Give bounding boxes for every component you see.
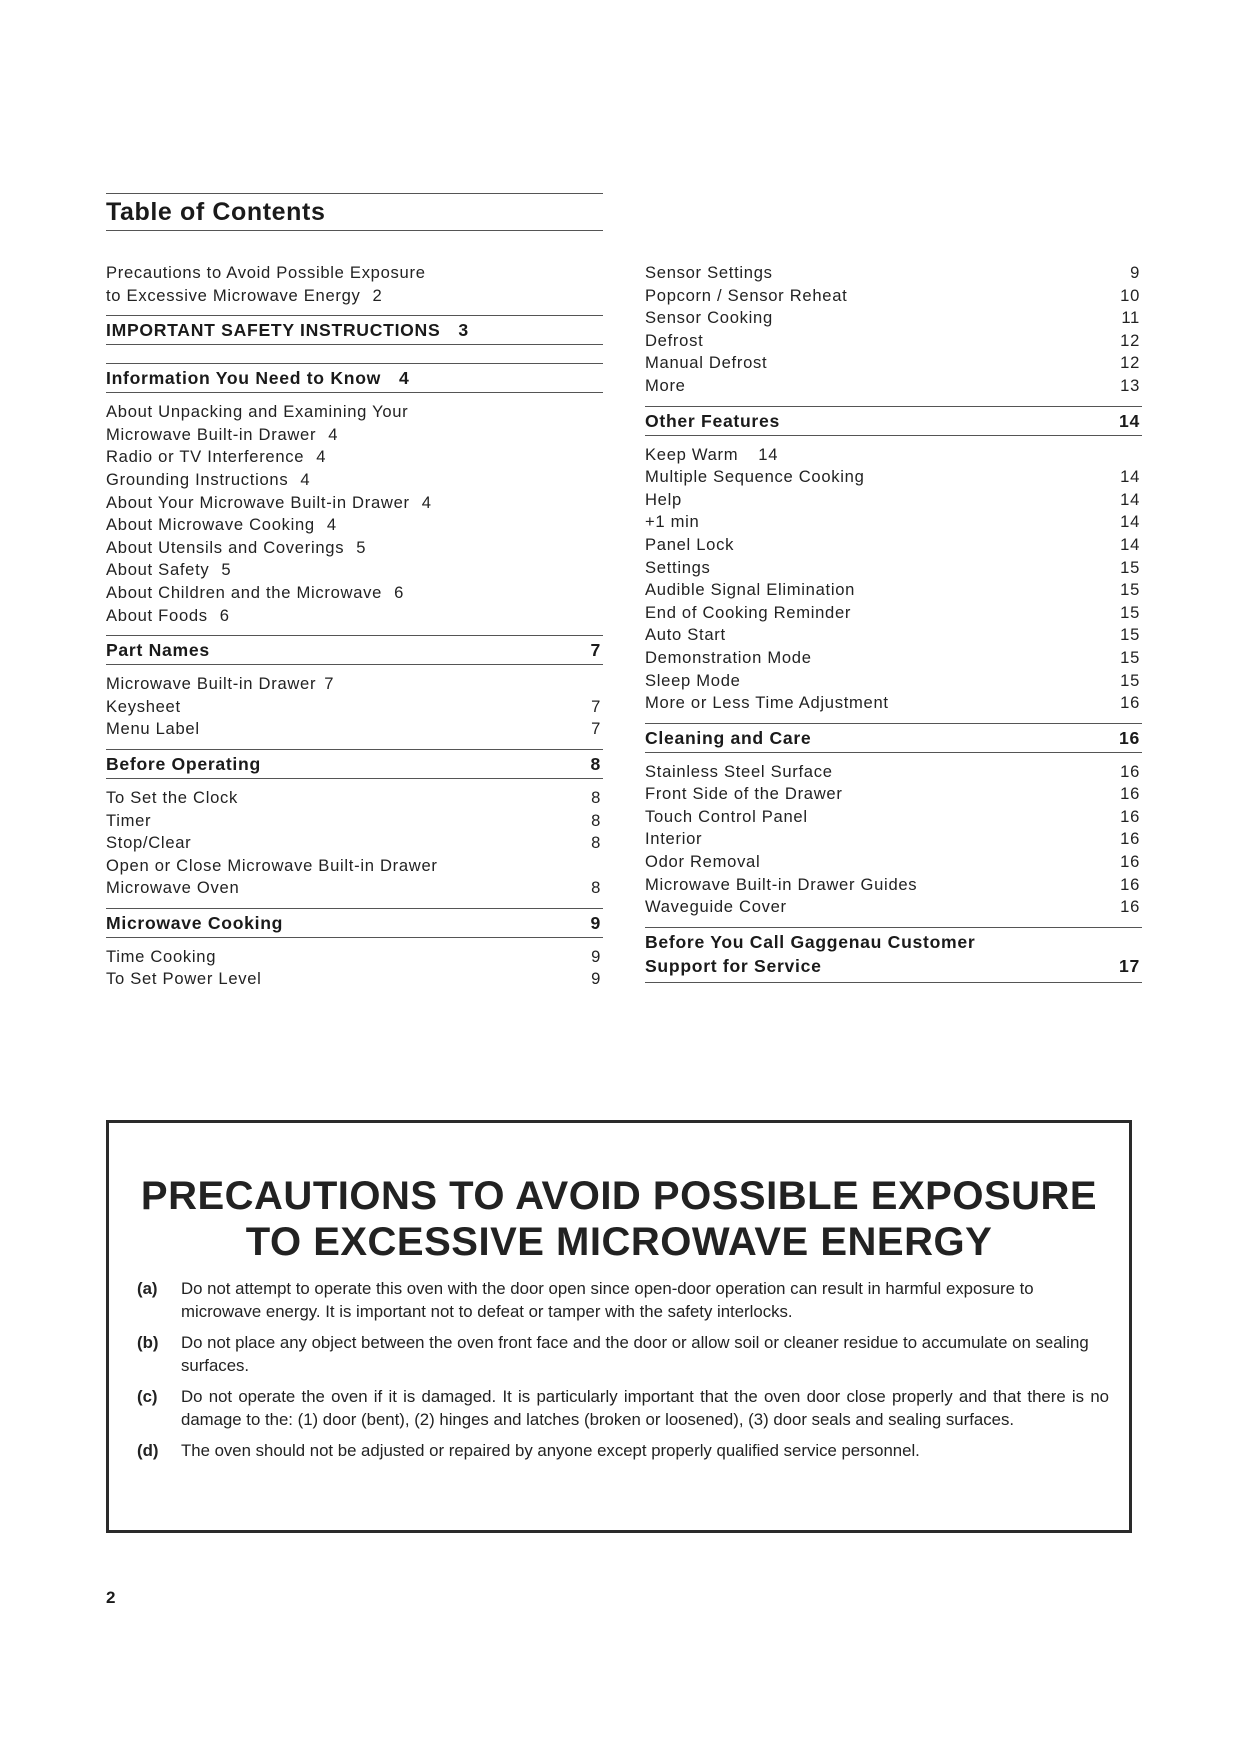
toc-page-number: 9 — [591, 946, 601, 966]
toc-entry[interactable] — [645, 307, 1142, 330]
precaution-item — [137, 1277, 1109, 1323]
toc-entry[interactable] — [645, 896, 1142, 919]
toc-entry[interactable] — [645, 262, 1142, 285]
toc-entry[interactable] — [106, 492, 603, 515]
toc-entry[interactable] — [645, 466, 1142, 489]
toc-section-label: Before Operating — [106, 753, 261, 774]
toc-section-label: Part Names — [106, 640, 210, 661]
toc-entry-label: About Foods — [106, 605, 208, 625]
toc-page-number: 2 — [372, 285, 383, 305]
toc-page-number: 15 — [1120, 625, 1140, 645]
toc-section-label: Support for Service — [645, 955, 822, 976]
toc-entry[interactable] — [645, 534, 1142, 557]
toc-entry[interactable] — [645, 375, 1142, 398]
precautions-heading — [109, 1173, 1129, 1265]
toc-left-column — [106, 262, 603, 991]
toc-entry-label: End of Cooking Reminder — [645, 602, 852, 622]
toc-entry-label: Stainless Steel Surface — [645, 761, 833, 781]
toc-entry[interactable] — [106, 582, 603, 605]
toc-entry-label: Waveguide Cover — [645, 897, 787, 917]
toc-page-number: 7 — [590, 640, 601, 661]
toc-page-number: 4 — [316, 447, 327, 467]
toc-entry[interactable] — [645, 874, 1142, 897]
toc-page-number: 12 — [1120, 330, 1140, 350]
toc-entry-label: Interior — [645, 829, 703, 849]
toc-entry-label: Multiple Sequence Cooking — [645, 467, 865, 487]
toc-page-number: 4 — [421, 492, 432, 512]
toc-page-number: 5 — [221, 560, 232, 580]
toc-entry-label: About Microwave Cooking — [106, 515, 315, 535]
toc-entry-label: About Unpacking and Examining Your — [106, 402, 409, 422]
toc-entry-label: Precautions to Avoid Possible Exposure — [106, 263, 426, 282]
page-title: Table of Contents — [106, 198, 326, 226]
toc-page-number: 16 — [1120, 693, 1140, 713]
precaution-text: The oven should not be adjusted or repaired by anyone except properly qualified service personnel. — [181, 1441, 920, 1460]
precautions-box — [106, 1120, 1132, 1533]
toc-section-part-names[interactable] — [106, 635, 603, 665]
toc-entry[interactable] — [645, 489, 1142, 512]
toc-page-number: 16 — [1120, 784, 1140, 804]
toc-entry[interactable] — [645, 806, 1142, 829]
toc-entry[interactable] — [645, 828, 1142, 851]
toc-entry-label: Popcorn / Sensor Reheat — [645, 285, 848, 305]
toc-entry[interactable] — [645, 579, 1142, 602]
toc-page-number: 8 — [591, 810, 601, 830]
toc-page-number: 3 — [458, 320, 469, 341]
toc-entry[interactable] — [645, 761, 1142, 784]
toc-entry[interactable] — [106, 285, 603, 308]
toc-entry[interactable] — [106, 605, 603, 628]
toc-page-number: 15 — [1120, 602, 1140, 622]
toc-entry[interactable] — [106, 810, 603, 833]
toc-page-number: 14 — [1120, 512, 1140, 532]
toc-entry-label: More or Less Time Adjustment — [645, 693, 889, 713]
toc-page-number: 9 — [1130, 263, 1140, 282]
toc-page-number: 6 — [394, 582, 404, 602]
toc-entry-label: About Children and the Microwave — [106, 582, 383, 602]
toc-entry-label: Microwave Built-in Drawer — [106, 674, 317, 694]
precaution-marker: (b) — [137, 1333, 159, 1352]
toc-entry-label: Grounding Instructions — [106, 469, 289, 489]
toc-entry-label: Stop/Clear — [106, 833, 192, 853]
toc-entry[interactable] — [645, 624, 1142, 647]
toc-entry-label: About Safety — [106, 560, 210, 580]
toc-section-label: Other Features — [645, 410, 780, 431]
toc-entry-label: Manual Defrost — [645, 353, 768, 373]
precaution-marker: (a) — [137, 1279, 158, 1298]
toc-page-number: 7 — [324, 674, 335, 694]
toc-page-number: 8 — [591, 787, 601, 807]
toc-page-number: 16 — [1120, 806, 1140, 826]
toc-section-label: Information You Need to Know — [106, 368, 382, 389]
toc-page-number: 15 — [1120, 580, 1140, 600]
toc-section-label: Microwave Cooking — [106, 912, 284, 933]
toc-entry[interactable] — [106, 673, 603, 696]
toc-section-info[interactable] — [106, 363, 603, 393]
toc-page-number: 7 — [591, 696, 601, 716]
toc-entry-label: Sleep Mode — [645, 670, 741, 690]
toc-section-label: Cleaning and Care — [645, 727, 812, 748]
toc-entry-label: About Utensils and Coverings — [106, 537, 345, 557]
precaution-item — [137, 1385, 1109, 1431]
toc-section-label: IMPORTANT SAFETY INSTRUCTIONS — [106, 320, 441, 341]
toc-entry[interactable] — [106, 855, 603, 878]
toc-entry-label: Microwave Built-in Drawer Guides — [645, 874, 918, 894]
toc-page-number: 15 — [1120, 670, 1140, 690]
page-number: 2 — [106, 1588, 116, 1607]
toc-section-microwave-cooking[interactable] — [106, 908, 603, 938]
toc-page-number: 14 — [1120, 467, 1140, 487]
toc-entry-label: Sensor Settings — [645, 263, 773, 282]
toc-section-before-operating[interactable] — [106, 749, 603, 779]
toc-entry[interactable] — [645, 647, 1142, 670]
toc-page-number: 6 — [219, 605, 230, 625]
toc-page-number: 17 — [1119, 955, 1140, 976]
toc-page-number: 14 — [1120, 534, 1140, 554]
toc-entry-label: About Your Microwave Built-in Drawer — [106, 492, 410, 512]
toc-page-number: 16 — [1120, 761, 1140, 781]
toc-entry[interactable] — [645, 783, 1142, 806]
toc-section-cleaning[interactable] — [645, 723, 1142, 753]
toc-entry-label: Keysheet — [106, 696, 181, 716]
toc-page-number: 15 — [1120, 647, 1140, 667]
toc-entry-label: Microwave Oven — [106, 878, 240, 898]
toc-entry[interactable] — [645, 352, 1142, 375]
toc-entry[interactable] — [106, 968, 603, 991]
toc-page-number: 7 — [591, 719, 601, 739]
toc-entry[interactable] — [106, 469, 603, 492]
toc-entry[interactable] — [106, 787, 603, 810]
toc-page-number: 13 — [1120, 375, 1140, 395]
toc-entry-label: Auto Start — [645, 625, 726, 645]
precaution-marker: (d) — [137, 1441, 159, 1460]
toc-page-number: 4 — [399, 368, 410, 389]
precaution-marker: (c) — [137, 1387, 158, 1406]
toc-entry-label: Front Side of the Drawer — [645, 784, 843, 804]
precaution-text: Do not place any object between the oven front face and the door or allow soil or cleaner residue to accumulate on sealing surfaces. — [181, 1333, 1089, 1375]
toc-entry[interactable] — [106, 401, 603, 424]
precaution-text: Do not operate the oven if it is damaged. It is particularly important that the oven door close properly and that there is no damage to the: (1) door (bent), (2) hinges and latches (broken or loosened), (3) door seals and sealing surfaces. — [181, 1387, 1109, 1429]
toc-entry-label: To Set the Clock — [106, 787, 239, 807]
toc-entry[interactable] — [645, 330, 1142, 353]
toc-entry[interactable] — [645, 602, 1142, 625]
toc-page-number: 16 — [1120, 874, 1140, 894]
toc-page-number: 15 — [1120, 557, 1140, 577]
toc-entry-label: More — [645, 375, 686, 395]
toc-entry-label: Defrost — [645, 330, 704, 350]
toc-page-number: 14 — [758, 444, 779, 464]
toc-entry[interactable] — [106, 946, 603, 969]
toc-right-column — [645, 262, 1142, 991]
toc-entry[interactable] — [645, 285, 1142, 308]
toc-page-number: 12 — [1120, 353, 1140, 373]
toc-page-number: 8 — [591, 833, 601, 853]
toc-entry[interactable] — [645, 511, 1142, 534]
toc-page-number: 4 — [300, 469, 311, 489]
precautions-list — [137, 1277, 1109, 1470]
toc-page-number: 16 — [1120, 852, 1140, 872]
toc-page-number: 16 — [1120, 897, 1140, 917]
toc-page-number: 4 — [326, 515, 337, 535]
toc-page-number: 16 — [1120, 829, 1140, 849]
toc-entry[interactable] — [645, 557, 1142, 580]
toc-entry[interactable] — [106, 718, 603, 741]
toc-entry[interactable] — [106, 877, 603, 900]
toc-entry-label: To Set Power Level — [106, 969, 262, 989]
toc-section-other-features[interactable] — [645, 406, 1142, 436]
toc-entry-label: Touch Control Panel — [645, 806, 808, 826]
toc-page-number: 9 — [591, 969, 601, 989]
toc-page-number: 8 — [590, 753, 601, 774]
toc-entry-label: Open or Close Microwave Built-in Drawer — [106, 855, 438, 875]
toc-entry-label: Odor Removal — [645, 852, 761, 872]
toc-entry-label: to Excessive Microwave Energy — [106, 285, 361, 305]
toc-page-number: 4 — [328, 424, 339, 444]
toc-entry-label: Keep Warm — [645, 444, 739, 464]
toc-page-number: 9 — [590, 912, 601, 933]
toc-section-label: Before You Call Gaggenau Customer — [645, 931, 976, 952]
toc-page-number: 16 — [1119, 727, 1140, 748]
precaution-item — [137, 1439, 1109, 1462]
toc-entry-label: Settings — [645, 557, 711, 577]
precaution-text: Do not attempt to operate this oven with the door open since open-door operation can result in harmful exposure to microwave energy. It is important not to defeat or tamper with the safety interlocks. — [181, 1279, 1034, 1321]
toc-page-number: 5 — [356, 537, 367, 557]
precautions-heading-line: PRECAUTIONS TO AVOID POSSIBLE EXPOSURE — [140, 1174, 1098, 1218]
toc-page-number: 11 — [1121, 308, 1140, 328]
toc-entry-label: Audible Signal Elimination — [645, 580, 856, 600]
toc-entry-label: Time Cooking — [106, 946, 217, 966]
toc-entry[interactable] — [645, 670, 1142, 693]
toc-entry[interactable] — [106, 424, 603, 447]
toc-entry-label: +1 min — [645, 512, 700, 532]
toc-entry-label: Demonstration Mode — [645, 647, 812, 667]
toc-entry[interactable] — [106, 696, 603, 719]
toc-page-number: 14 — [1120, 489, 1140, 509]
toc-section-before-you-call[interactable] — [645, 927, 1142, 983]
toc-entry[interactable] — [106, 262, 603, 285]
toc-entry-label: Help — [645, 489, 682, 509]
toc-page-number: 14 — [1119, 410, 1140, 431]
toc-entry-label: Radio or TV Interference — [106, 447, 305, 467]
toc-entry[interactable] — [645, 444, 1142, 467]
toc-entry[interactable] — [645, 851, 1142, 874]
toc-entry[interactable] — [106, 559, 603, 582]
toc-entry[interactable] — [645, 692, 1142, 715]
toc-entry[interactable] — [106, 514, 603, 537]
toc-entry[interactable] — [106, 446, 603, 469]
toc-entry-label: Panel Lock — [645, 534, 735, 554]
toc-entry[interactable] — [106, 832, 603, 855]
toc-entry-label: Sensor Cooking — [645, 308, 773, 328]
toc-entry[interactable] — [106, 537, 603, 560]
toc-section-important[interactable] — [106, 315, 603, 345]
toc-entry-label: Microwave Built-in Drawer — [106, 424, 317, 444]
toc-entry-label: Menu Label — [106, 719, 200, 739]
precautions-heading-line: TO EXCESSIVE MICROWAVE ENERGY — [245, 1220, 993, 1264]
precaution-item — [137, 1331, 1109, 1377]
toc-entry-label: Timer — [106, 810, 152, 830]
toc-page-number: 10 — [1120, 285, 1140, 305]
toc-header — [106, 193, 603, 231]
toc-page-number: 8 — [591, 878, 601, 898]
